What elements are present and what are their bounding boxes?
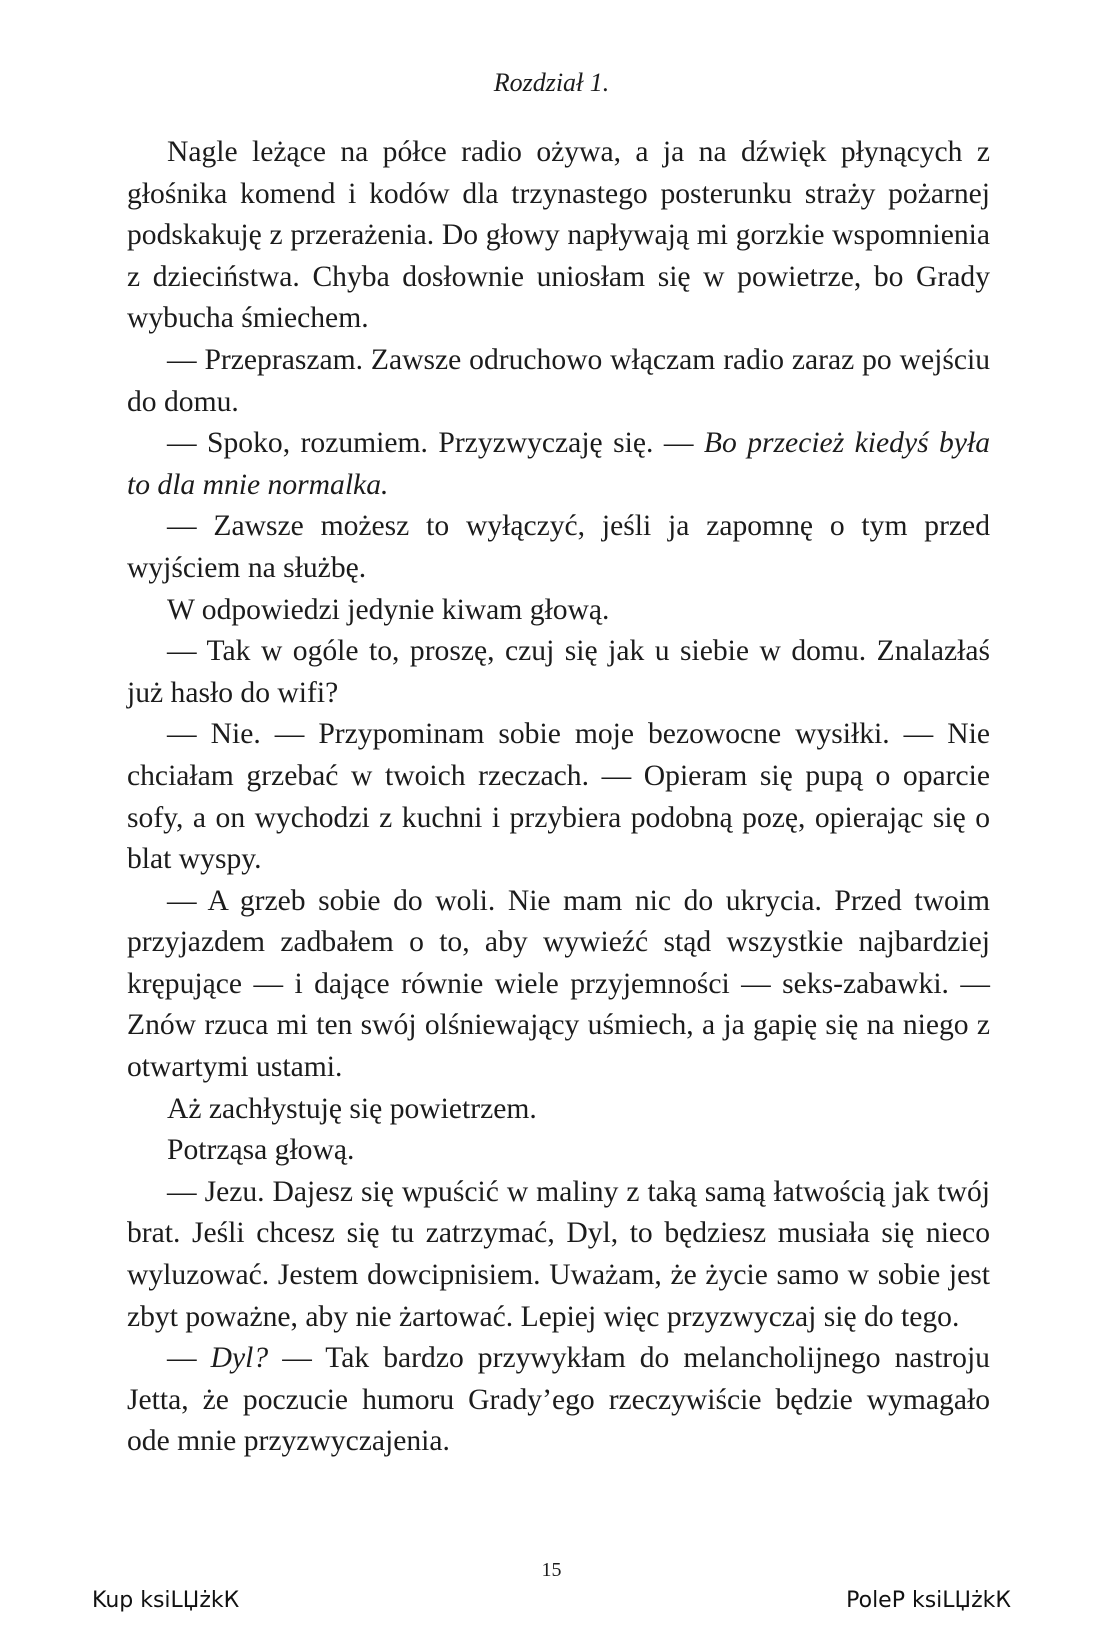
paragraph: — Tak w ogóle to, proszę, czuj się jak u siebie w domu. Znalazłaś już hasło do wifi? <box>127 635 990 709</box>
paragraph: Aż zachłystuję się powietrzem. <box>167 1092 537 1125</box>
paragraph: — Zawsze możesz to wyłączyć, jeśli ja zapomnę o tym przed wyjściem na służbę. <box>127 510 990 584</box>
paragraph: — A grzeb sobie do woli. Nie mam nic do ukrycia. Przed twoim przyjazdem zadbałem o to, aby wywieźć stąd wszystkie najbardziej krępujące — i dające równie wiele przyjemności — seks-zabawki. — Znów rzuca mi ten swój olśniewający uśmiech, a ja gapię się na niego z otwartymi ustami. <box>127 884 990 1084</box>
paragraph: — Jezu. Dajesz się wpuścić w maliny z taką samą łatwością jak twój brat. Jeśli chcesz się tu zatrzymać, Dyl, to będziesz musiała się nieco wyluzować. Jestem dowcipnisiem. Uważam, że życie samo w sobie jest zbyt poważne, aby nie żartować. Lepiej więc przyzwyczaj się do tego. <box>127 1175 990 1333</box>
recommend-book-link[interactable]: PoleР ksiLЏżkК <box>846 1588 1011 1613</box>
italic-thought: Bo przecież kiedyś była to dla mnie normalka. <box>127 427 990 501</box>
paragraph: — Przepraszam. Zawsze odruchowo włączam radio zaraz po wejściu do domu. <box>127 343 990 418</box>
page-number: 15 <box>541 1559 562 1581</box>
paragraph: Potrząsa głową. <box>167 1134 355 1167</box>
paragraph: — Nie. — Przypominam sobie moje bezowocne wysiłki. — Nie chciałam grzebać w twoich rzeczach. — Opieram się pupą o oparcie sofy, a on wychodzi z kuchni i przybiera podobną pozę, opierając się o blat wyspy. <box>127 718 990 876</box>
italic-name: Dyl? <box>210 1342 269 1375</box>
paragraph: Nagle leżące na półce radio ożywa, a ja na dźwięk płynących z głośnika komend i kodów dla trzynastego posterunku straży pożarnej podskakuję z przerażenia. Do głowy napływają mi gorzkie wspomnienia z dzieciństwa. Chyba dosłownie uniosłam się w powietrze, bo Grady wybucha śmiechem. <box>127 136 990 335</box>
paragraph: — Spoko, rozumiem. Przyzwyczaję się. — Bo przecież kiedyś była to dla mnie normalka. <box>127 427 990 501</box>
paragraph: — Dyl? — Tak bardzo przywykłam do melancholijnego nastroju Jetta, że poczucie humoru Grady’ego rzeczywiście będzie wymagało ode mnie przyzwyczajenia. <box>127 1342 990 1458</box>
paragraph: W odpowiedzi jedynie kiwam głową. <box>167 593 610 626</box>
chapter-title: Rozdział 1. <box>493 68 610 97</box>
body-text <box>127 132 990 1463</box>
buy-book-link[interactable]: Kup ksiLЏżkК <box>92 1588 240 1613</box>
